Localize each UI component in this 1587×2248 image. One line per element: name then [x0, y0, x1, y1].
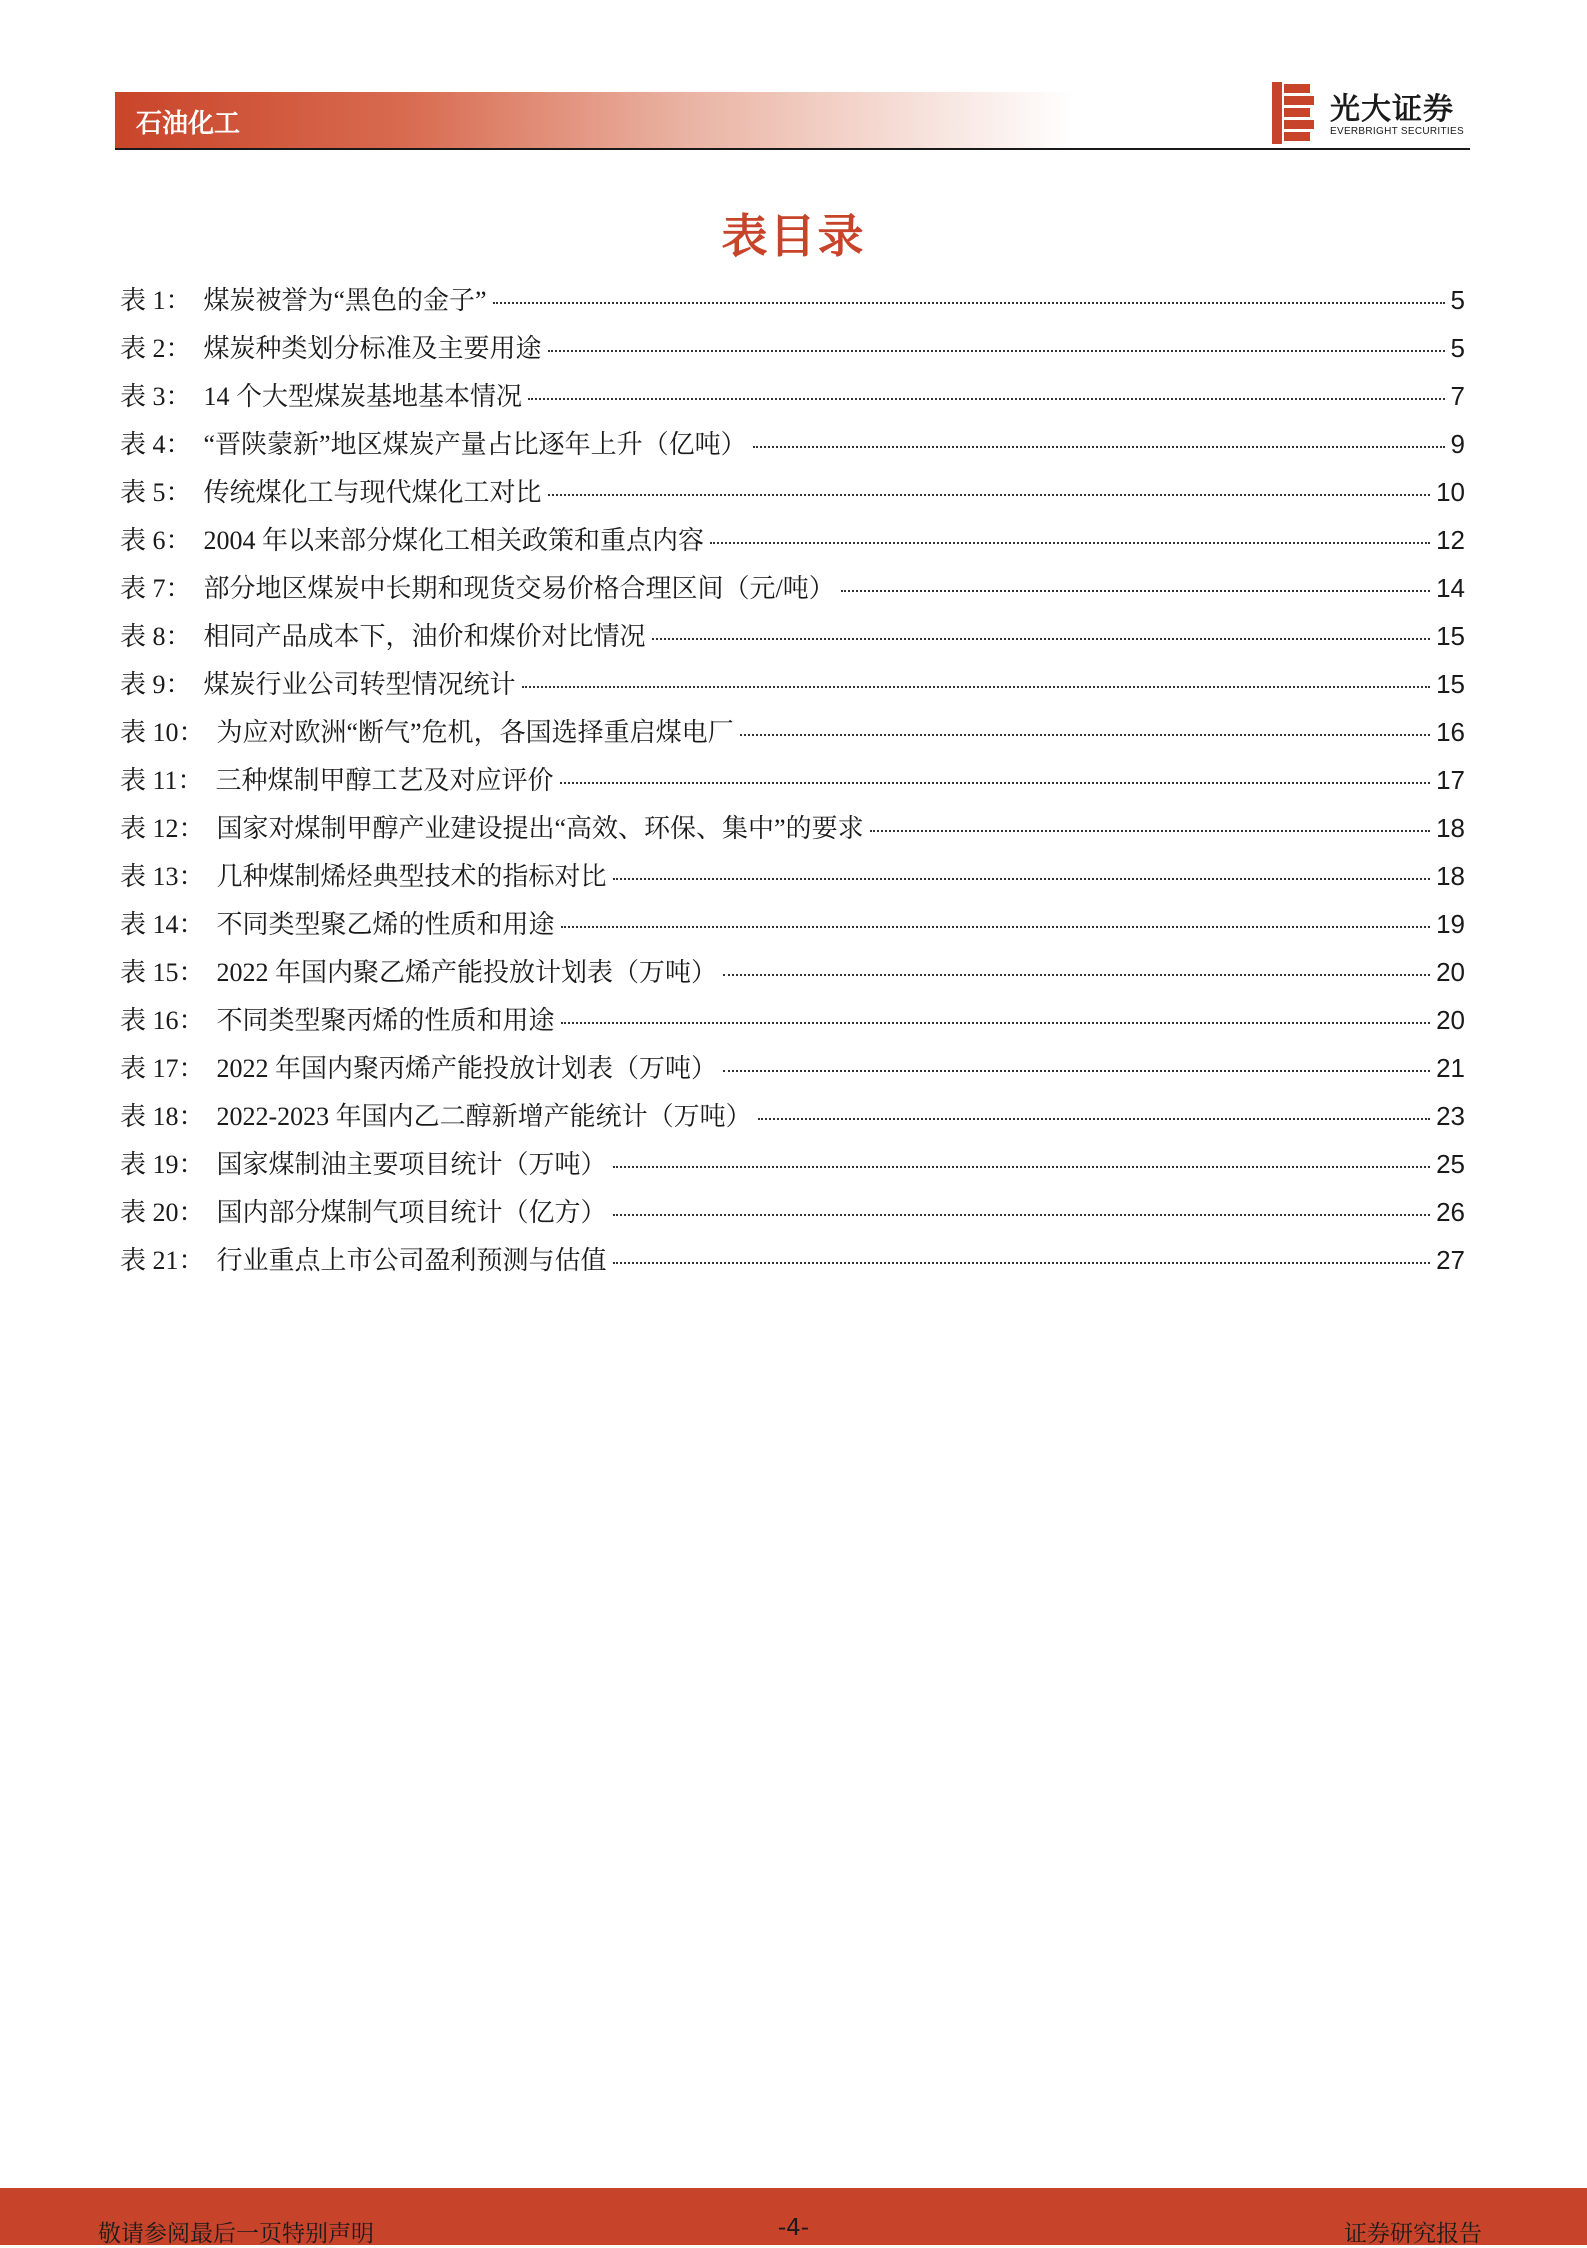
- toc-entry-title: 不同类型聚乙烯的性质和用途: [216, 910, 555, 939]
- toc-entry[interactable]: [120, 664, 1465, 712]
- toc-entry-page: 23: [1436, 1101, 1465, 1131]
- toc-entry-page: 17: [1436, 765, 1465, 795]
- toc-entry-page: 12: [1436, 525, 1465, 555]
- toc-entry-page: 21: [1436, 1053, 1465, 1083]
- logo-english-name: EVERBRIGHT SECURITIES: [1330, 126, 1464, 137]
- toc-dot-leader: [613, 1214, 1431, 1216]
- toc-entry-label: 表 11：: [120, 766, 204, 795]
- toc-entry-title: “晋陕蒙新”地区煤炭产量占比逐年上升（亿吨）: [203, 430, 747, 459]
- toc-dot-leader: [753, 446, 1445, 448]
- footer-report-type: 证券研究报告: [1344, 2221, 1482, 2247]
- toc-dot-leader: [870, 830, 1430, 832]
- toc-entry-title: 不同类型聚丙烯的性质和用途: [216, 1006, 555, 1035]
- toc-dot-leader: [740, 734, 1430, 736]
- toc-entry-title: 行业重点上市公司盈利预测与估值: [216, 1246, 607, 1275]
- toc-entry-title: 煤炭种类划分标准及主要用途: [203, 334, 542, 363]
- toc-entry-title: 部分地区煤炭中长期和现货交易价格合理区间（元/吨）: [203, 574, 835, 603]
- header-divider: [115, 148, 1470, 150]
- toc-dot-leader: [548, 350, 1445, 352]
- toc-entry-page: 20: [1436, 957, 1465, 987]
- toc-entry-page: 26: [1436, 1197, 1465, 1227]
- toc-entry[interactable]: [120, 1096, 1465, 1144]
- toc-entry-title: 国内部分煤制气项目统计（亿方）: [216, 1198, 607, 1227]
- toc-dot-leader: [613, 1166, 1431, 1168]
- toc-dot-leader: [548, 494, 1431, 496]
- toc-entry-label: 表 21：: [120, 1246, 205, 1275]
- toc-entry-label: 表 15：: [120, 958, 205, 987]
- toc-entry[interactable]: [120, 376, 1465, 424]
- toc-entry-label: 表 8：: [120, 622, 192, 651]
- header-section-bar: [115, 92, 1075, 148]
- toc-dot-leader: [723, 974, 1430, 976]
- toc-entry[interactable]: [120, 1192, 1465, 1240]
- toc-entry-label: 表 12：: [120, 814, 205, 843]
- toc-entry-title: 为应对欧洲“断气”危机，各国选择重启煤电厂: [216, 718, 734, 747]
- toc-entry-title: 国家对煤制甲醇产业建设提出“高效、环保、集中”的要求: [216, 814, 864, 843]
- toc-entry-page: 16: [1436, 717, 1465, 747]
- toc-entry[interactable]: [120, 616, 1465, 664]
- footer-disclaimer: 敬请参阅最后一页特别声明: [98, 2221, 374, 2247]
- toc-entry-label: 表 10：: [120, 718, 205, 747]
- toc-entry[interactable]: [120, 952, 1465, 1000]
- toc-entry[interactable]: [120, 328, 1465, 376]
- toc-dot-leader: [561, 1022, 1431, 1024]
- toc-dot-leader: [522, 686, 1431, 688]
- toc-entry-label: 表 20：: [120, 1198, 205, 1227]
- toc-entry-page: 18: [1436, 861, 1465, 891]
- toc-entry-title: 传统煤化工与现代煤化工对比: [203, 478, 542, 507]
- toc-entry[interactable]: [120, 520, 1465, 568]
- toc-entry-page: 25: [1436, 1149, 1465, 1179]
- toc-entry-label: 表 3：: [120, 382, 192, 411]
- toc-entry[interactable]: [120, 712, 1465, 760]
- toc-entry[interactable]: [120, 1144, 1465, 1192]
- toc-dot-leader: [528, 398, 1445, 400]
- company-logo: [1272, 82, 1482, 144]
- toc-entry-title: 煤炭行业公司转型情况统计: [203, 670, 516, 699]
- everbright-logo-icon: [1272, 82, 1316, 144]
- toc-entry-page: 15: [1436, 669, 1465, 699]
- toc-entry-page: 5: [1450, 333, 1465, 363]
- toc-entry-page: 27: [1436, 1245, 1465, 1275]
- toc-entry-page: 9: [1450, 429, 1465, 459]
- toc-dot-leader: [723, 1070, 1430, 1072]
- toc-entry-title: 相同产品成本下，油价和煤价对比情况: [203, 622, 646, 651]
- toc-entry[interactable]: [120, 1048, 1465, 1096]
- toc-entry-page: 10: [1436, 477, 1465, 507]
- toc-entry-page: 14: [1436, 573, 1465, 603]
- toc-entry-title: 14 个大型煤炭基地基本情况: [203, 382, 523, 411]
- toc-entry[interactable]: [120, 760, 1465, 808]
- toc-dot-leader: [561, 926, 1431, 928]
- toc-entry-title: 2022 年国内聚乙烯产能投放计划表（万吨）: [216, 958, 718, 987]
- toc-entry[interactable]: [120, 808, 1465, 856]
- toc-entry[interactable]: [120, 1240, 1465, 1288]
- toc-entry-page: 7: [1450, 381, 1465, 411]
- toc-entry-label: 表 13：: [120, 862, 205, 891]
- toc-entry[interactable]: [120, 856, 1465, 904]
- toc-entry-label: 表 9：: [120, 670, 192, 699]
- toc-entry[interactable]: [120, 568, 1465, 616]
- toc-dot-leader: [613, 878, 1431, 880]
- toc-entry-page: 5: [1450, 285, 1465, 315]
- toc-dot-leader: [758, 1118, 1430, 1120]
- toc-entry-label: 表 18：: [120, 1102, 205, 1131]
- toc-entry-label: 表 6：: [120, 526, 192, 555]
- toc-entry-label: 表 7：: [120, 574, 192, 603]
- toc-entry-label: 表 17：: [120, 1054, 205, 1083]
- toc-dot-leader: [841, 590, 1430, 592]
- toc-entry-page: 15: [1436, 621, 1465, 651]
- section-title: 石油化工: [136, 109, 241, 139]
- toc-entry-label: 表 19：: [120, 1150, 205, 1179]
- toc-entry-label: 表 16：: [120, 1006, 205, 1035]
- toc-entry-title: 2022 年国内聚丙烯产能投放计划表（万吨）: [216, 1054, 718, 1083]
- logo-chinese-name: 光大证券: [1330, 92, 1454, 127]
- toc-entry-title: 煤炭被誉为“黑色的金子”: [203, 286, 487, 315]
- toc-entry-label: 表 1：: [120, 286, 192, 315]
- toc-entry-title: 2004 年以来部分煤化工相关政策和重点内容: [203, 526, 705, 555]
- toc-entry-page: 20: [1436, 1005, 1465, 1035]
- toc-entry-title: 三种煤制甲醇工艺及对应评价: [215, 766, 554, 795]
- toc-entry-title: 2022-2023 年国内乙二醇新增产能统计（万吨）: [216, 1102, 752, 1131]
- toc-entry[interactable]: [120, 904, 1465, 952]
- page-number: -4-: [777, 2215, 810, 2241]
- toc-entry[interactable]: [120, 280, 1465, 328]
- toc-dot-leader: [493, 302, 1445, 304]
- toc-entry-title: 国家煤制油主要项目统计（万吨）: [216, 1150, 607, 1179]
- toc-entry-label: 表 4：: [120, 430, 192, 459]
- toc-entry[interactable]: [120, 472, 1465, 520]
- toc-dot-leader: [613, 1262, 1431, 1264]
- toc-dot-leader: [710, 542, 1430, 544]
- toc-entry-label: 表 14：: [120, 910, 205, 939]
- toc-entry-page: 19: [1436, 909, 1465, 939]
- toc-entry[interactable]: [120, 1000, 1465, 1048]
- toc-dot-leader: [560, 782, 1431, 784]
- page-title: 表目录: [721, 209, 866, 263]
- toc-entry-label: 表 5：: [120, 478, 192, 507]
- toc-entry-page: 18: [1436, 813, 1465, 843]
- toc-dot-leader: [652, 638, 1431, 640]
- table-of-tables: [120, 280, 1465, 1288]
- toc-entry-label: 表 2：: [120, 334, 192, 363]
- toc-entry[interactable]: [120, 424, 1465, 472]
- toc-entry-title: 几种煤制烯烃典型技术的指标对比: [216, 862, 607, 891]
